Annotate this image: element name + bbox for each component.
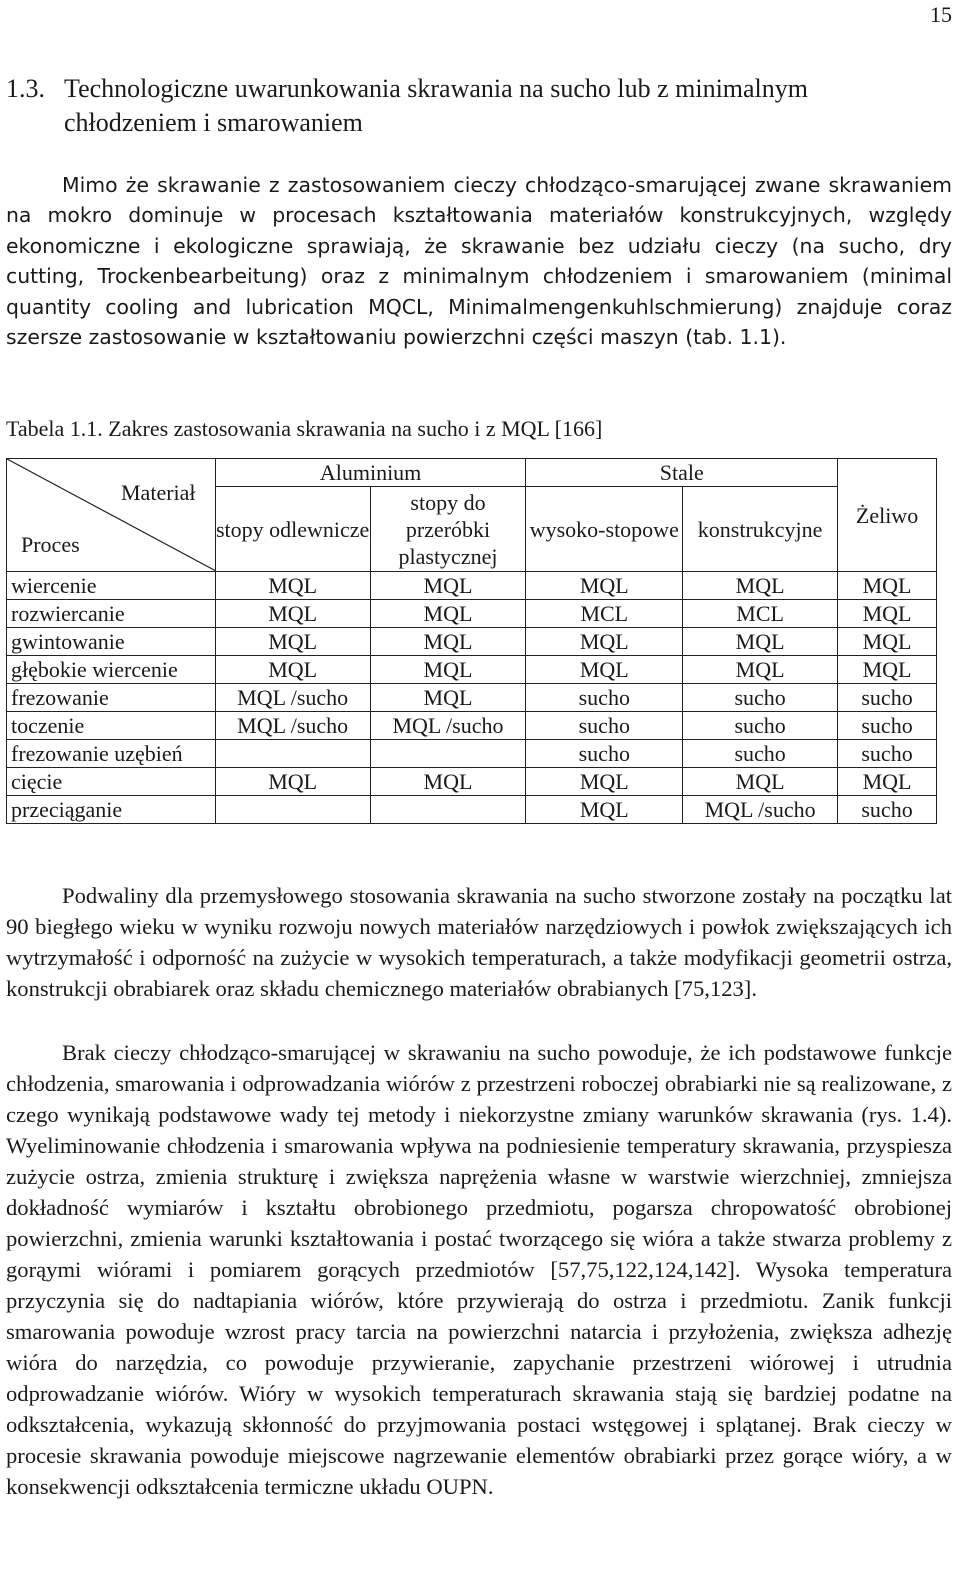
- subheader-stopy-przerobki: stopy do przeróbki plastycznej: [370, 487, 526, 572]
- header-zeliwo: Żeliwo: [838, 459, 937, 572]
- value-cell: MQL: [526, 656, 683, 684]
- value-cell: MQL: [683, 768, 838, 796]
- process-cell: frezowanie uzębień: [7, 740, 216, 768]
- value-cell: sucho: [838, 684, 937, 712]
- value-cell: MQL: [838, 628, 937, 656]
- value-cell: MQL: [683, 656, 838, 684]
- process-cell: głębokie wiercenie: [7, 656, 216, 684]
- corner-material-label: Materiał: [121, 480, 196, 505]
- value-cell: MQL: [838, 768, 937, 796]
- subheader-konstrukcyjne: konstrukcyjne: [683, 487, 838, 572]
- value-cell: MQL: [370, 684, 526, 712]
- value-cell: MQL: [370, 768, 526, 796]
- value-cell: MQL: [215, 768, 370, 796]
- value-cell: MQL: [526, 796, 683, 824]
- table-row: [7, 712, 937, 740]
- paragraph-3: Brak cieczy chłodząco-smarującej w skrawaniu na sucho powoduje, że ich podstawowe funkcje chłodzenia, smarowania i odprowadzania wiórów z przestrzeni roboczej obrabiarki nie są realizowane, z czego wynikają podstawowe wady tej metody i niekorzystne zmiany warunków skrawania (rys. 1.4). Wyeliminowanie chłodzenia i smarowania wpływa na podniesienie temperatury skrawania, przyspiesza zużycie ostrza, zmienia strukturę i zwiększa naprężenia własne w warstwie wierzchniej, zmniejsza dokładność wymiarów i kształtu obrobionego przedmiotu, pogarsza chropowatość obrobionej powierzchni, zmienia warunki kształtowania i postać tworzącego się wióra a także stwarza problemy z gorąymi wiórami i pomiarem gorących przedmiotów [57,75,122,124,142]. Wysoka temperatura przyczynia się do nadtapiania wiórów, które przywierają do ostrza i przedmiotu. Zanik funkcji smarowania powoduje wzrost pracy tarcia na powierzchni natarcia i przyłożenia, zwiększa adhezję wióra do narzędzia, co powoduje przywieranie, zapychanie przestrzeni wiórowej i utrudnia odprowadzanie wiórów. Wióry w wysokich temperaturach skrawania stają się bardziej podatne na odkształcenia, wykazują skłonność do przyjmowania postaci wstęgowej i splątanej. Brak cieczy w procesie skrawania powoduje miejscowe nagrzewanie elementów obrabiarki przez gorące wióry, a w konsekwencji odkształcenia termiczne układu OUPN.: [6, 1040, 952, 1499]
- value-cell: MQL: [683, 628, 838, 656]
- value-cell: sucho: [838, 712, 937, 740]
- corner-cell: [7, 459, 216, 572]
- value-cell: MQL: [526, 768, 683, 796]
- process-cell: toczenie: [7, 712, 216, 740]
- group-header-stale: Stale: [526, 459, 838, 487]
- value-cell: MQL: [370, 600, 526, 628]
- value-cell: MQL: [838, 656, 937, 684]
- value-cell: MQL /sucho: [215, 684, 370, 712]
- subheader-wysokostopowe: wysoko-stopowe: [526, 487, 683, 572]
- value-cell: MQL: [526, 572, 683, 600]
- value-cell: sucho: [683, 712, 838, 740]
- value-cell: MQL /sucho: [683, 796, 838, 824]
- table-row: [7, 740, 937, 768]
- value-cell: [215, 740, 370, 768]
- value-cell: MQL: [526, 628, 683, 656]
- value-cell: [215, 796, 370, 824]
- section-title-line2: chłodzeniem i smarowaniem: [64, 108, 363, 137]
- table-row: [7, 796, 937, 824]
- value-cell: MCL: [526, 600, 683, 628]
- process-cell: przeciąganie: [7, 796, 216, 824]
- value-cell: [370, 740, 526, 768]
- subheader-stopy-odlewnicze: stopy odlewnicze: [215, 487, 370, 572]
- table-header-row-1: [7, 459, 937, 487]
- process-cell: wiercenie: [7, 572, 216, 600]
- value-cell: MQL: [838, 572, 937, 600]
- value-cell: sucho: [838, 740, 937, 768]
- value-cell: sucho: [838, 796, 937, 824]
- value-cell: MQL: [370, 656, 526, 684]
- value-cell: MQL /sucho: [215, 712, 370, 740]
- value-cell: MQL: [370, 628, 526, 656]
- process-cell: cięcie: [7, 768, 216, 796]
- value-cell: MQL: [838, 600, 937, 628]
- group-header-aluminium: Aluminium: [215, 459, 526, 487]
- corner-process-label: Proces: [21, 532, 80, 557]
- table-row: [7, 600, 937, 628]
- value-cell: sucho: [683, 684, 838, 712]
- table-row: [7, 628, 937, 656]
- table-row: [7, 656, 937, 684]
- value-cell: [370, 796, 526, 824]
- value-cell: MCL: [683, 600, 838, 628]
- page-number: 15: [930, 2, 952, 27]
- section-number: 1.3.: [6, 74, 45, 103]
- value-cell: MQL: [683, 572, 838, 600]
- value-cell: sucho: [526, 740, 683, 768]
- intro-paragraph: Mimo że skrawanie z zastosowaniem cieczy chłodząco-smarującej zwane skrawaniem na mokro dominuje w procesach kształtowania materiałów konstrukcyjnych, względy ekonomiczne i ekologiczne sprawiają, że skrawanie bez udziału cieczy (na sucho, dry cutting, Trockenbearbeitung) oraz z minimalnym chłodzeniem i smarowaniem (minimal quantity cooling and lubrication MQCL, Minimalmengenkuhlschmierung) znajduje coraz szersze zastosowanie w kształtowaniu powierzchni części maszyn (tab. 1.1).: [6, 173, 952, 350]
- process-cell: rozwiercanie: [7, 600, 216, 628]
- value-cell: MQL /sucho: [370, 712, 526, 740]
- paragraph-2: Podwaliny dla przemysłowego stosowania skrawania na sucho stworzone zostały na początku lat 90 biegłego wieku w wyniku rozwoju nowych materiałów narzędziowych i powłok zwiększających ich wytrzymałość i odporność na zużycie w wysokich temperaturach, a także modyfikacji geometrii ostrza, konstrukcji obrabiarek oraz składu chemicznego materiałów obrabianych [75,123].: [6, 883, 952, 1001]
- value-cell: sucho: [526, 712, 683, 740]
- table-row: [7, 572, 937, 600]
- value-cell: MQL: [215, 628, 370, 656]
- value-cell: sucho: [526, 684, 683, 712]
- value-cell: MQL: [215, 572, 370, 600]
- application-table: [6, 458, 937, 824]
- value-cell: sucho: [683, 740, 838, 768]
- process-cell: frezowanie: [7, 684, 216, 712]
- value-cell: MQL: [370, 572, 526, 600]
- value-cell: MQL: [215, 656, 370, 684]
- section-heading: [6, 72, 946, 140]
- process-cell: gwintowanie: [7, 628, 216, 656]
- section-title-line1: Technologiczne uwarunkowania skrawania na sucho lub z minimalnym: [64, 74, 809, 103]
- value-cell: MQL: [215, 600, 370, 628]
- table-row: [7, 768, 937, 796]
- table-caption: Tabela 1.1. Zakres zastosowania skrawania na sucho i z MQL [166]: [6, 416, 603, 441]
- table-row: [7, 684, 937, 712]
